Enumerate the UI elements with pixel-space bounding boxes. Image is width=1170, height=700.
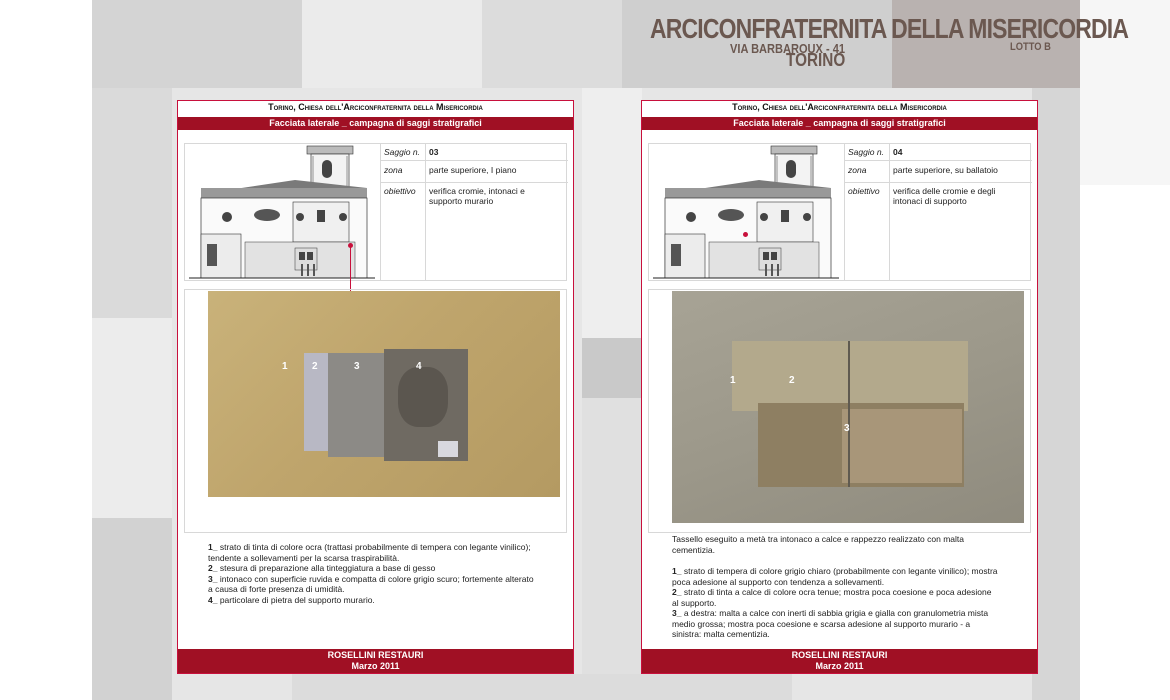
saggio-number: 03 [429, 147, 439, 157]
location-marker [348, 243, 353, 248]
description-line: poca adesione al supporto con tendenza a sollevamenti. [672, 576, 885, 587]
description-list [208, 542, 563, 605]
document-title: ARCICONFRATERNITA DELLA MISERICORDIA [650, 13, 1129, 44]
saggio-label: Saggio n. [384, 147, 420, 157]
obiettivo-value-line-2: intonaci di supporto [893, 196, 967, 206]
description-line: 2_ strato di tinta a calce di colore ocra tenue; mostra poca coesione e poca adesione [672, 587, 992, 597]
info-box [648, 143, 1031, 281]
facade-sketch-image [649, 144, 844, 280]
city-label: TORINO [786, 50, 846, 70]
zona-value: parte superiore, su ballatoio [893, 165, 998, 175]
page-title: Torino, Chiesa dell'Arciconfraternita della Misericordia [268, 102, 483, 112]
obiettivo-label: obiettivo [848, 186, 880, 196]
footer-company: ROSELLINI RESTAURI [791, 650, 888, 660]
zona-label: zona [384, 165, 403, 175]
photo-label-2: 2 [312, 361, 318, 372]
footer-company: ROSELLINI RESTAURI [327, 650, 424, 660]
photo-label-4: 4 [416, 361, 422, 372]
description-line: sinistra: malta cementizia. [672, 629, 770, 639]
description-line: 1_ strato di tinta di colore ocra (trattasi probabilmente di tempera con legante vinilico); [208, 542, 531, 552]
saggio-photo [208, 291, 560, 497]
saggio-number: 04 [893, 147, 903, 157]
intro-line: cementizia. [672, 544, 715, 555]
photo-label-1: 1 [282, 361, 288, 372]
footer-date: Marzo 2011 [351, 661, 400, 671]
lot-label: LOTTO B [1010, 41, 1051, 53]
intro-text [672, 534, 1027, 555]
location-pointer [350, 246, 351, 292]
description-line: 1_ strato di tempera di colore grigio chiaro (probabilmente con legante vinilico); mostra [672, 566, 998, 576]
section-bar: Facciata laterale _ campagna di saggi stratigrafici [178, 117, 573, 130]
page-title: Torino, Chiesa dell'Arciconfraternita della Misericordia [732, 102, 947, 112]
description-line: a causa di forte presenza di umidità. [208, 584, 345, 594]
description-line: 2_ stesura di preparazione alla tinteggiatura a base di gesso [208, 563, 436, 573]
page-saggio-04 [641, 100, 1038, 674]
footer-date: Marzo 2011 [815, 661, 864, 671]
address-line: VIA BARBAROUX - 41 [730, 41, 846, 56]
zona-label: zona [848, 165, 867, 175]
obiettivo-label: obiettivo [384, 186, 416, 196]
obiettivo-value-line-2: supporto murario [429, 196, 494, 206]
location-marker [743, 232, 748, 237]
zona-value: parte superiore, I piano [429, 165, 517, 175]
obiettivo-value-line-1: verifica delle cromie e degli [893, 186, 996, 196]
section-bar: Facciata laterale _ campagna di saggi stratigrafici [642, 117, 1037, 130]
saggio-photo [672, 291, 1024, 523]
description-line: medio grossa; mostra poca coesione e scarsa adesione al supporto murario - a [672, 618, 971, 629]
page-footer [642, 649, 1037, 673]
info-box [184, 143, 567, 281]
photo-label-3: 3 [844, 423, 850, 434]
photo-label-3: 3 [354, 361, 360, 372]
description-line: 4_ particolare di pietra del supporto murario. [208, 594, 375, 605]
description-line: tendente a sollevamenti per la scarsa traspirabilità. [208, 552, 400, 563]
intro-line: Tassello eseguito a metà tra intonaco a calce e rappezzo realizzato con malta [672, 534, 964, 544]
description-list [672, 566, 1027, 640]
page-saggio-03 [177, 100, 574, 674]
description-line: 3_ a destra: malta a calce con inerti di sabbia grigia e gialla con granulometria mista [672, 608, 989, 618]
description-line: 3_ intonaco con superficie ruvida e compatta di colore grigio scuro; fortemente alterato [208, 573, 534, 584]
page-footer [178, 649, 573, 673]
saggio-label: Saggio n. [848, 147, 884, 157]
photo-label-1: 1 [730, 375, 736, 386]
description-line: al supporto. [672, 597, 717, 608]
photo-label-2: 2 [789, 375, 795, 386]
obiettivo-value-line-1: verifica cromie, intonaci e [429, 186, 525, 196]
